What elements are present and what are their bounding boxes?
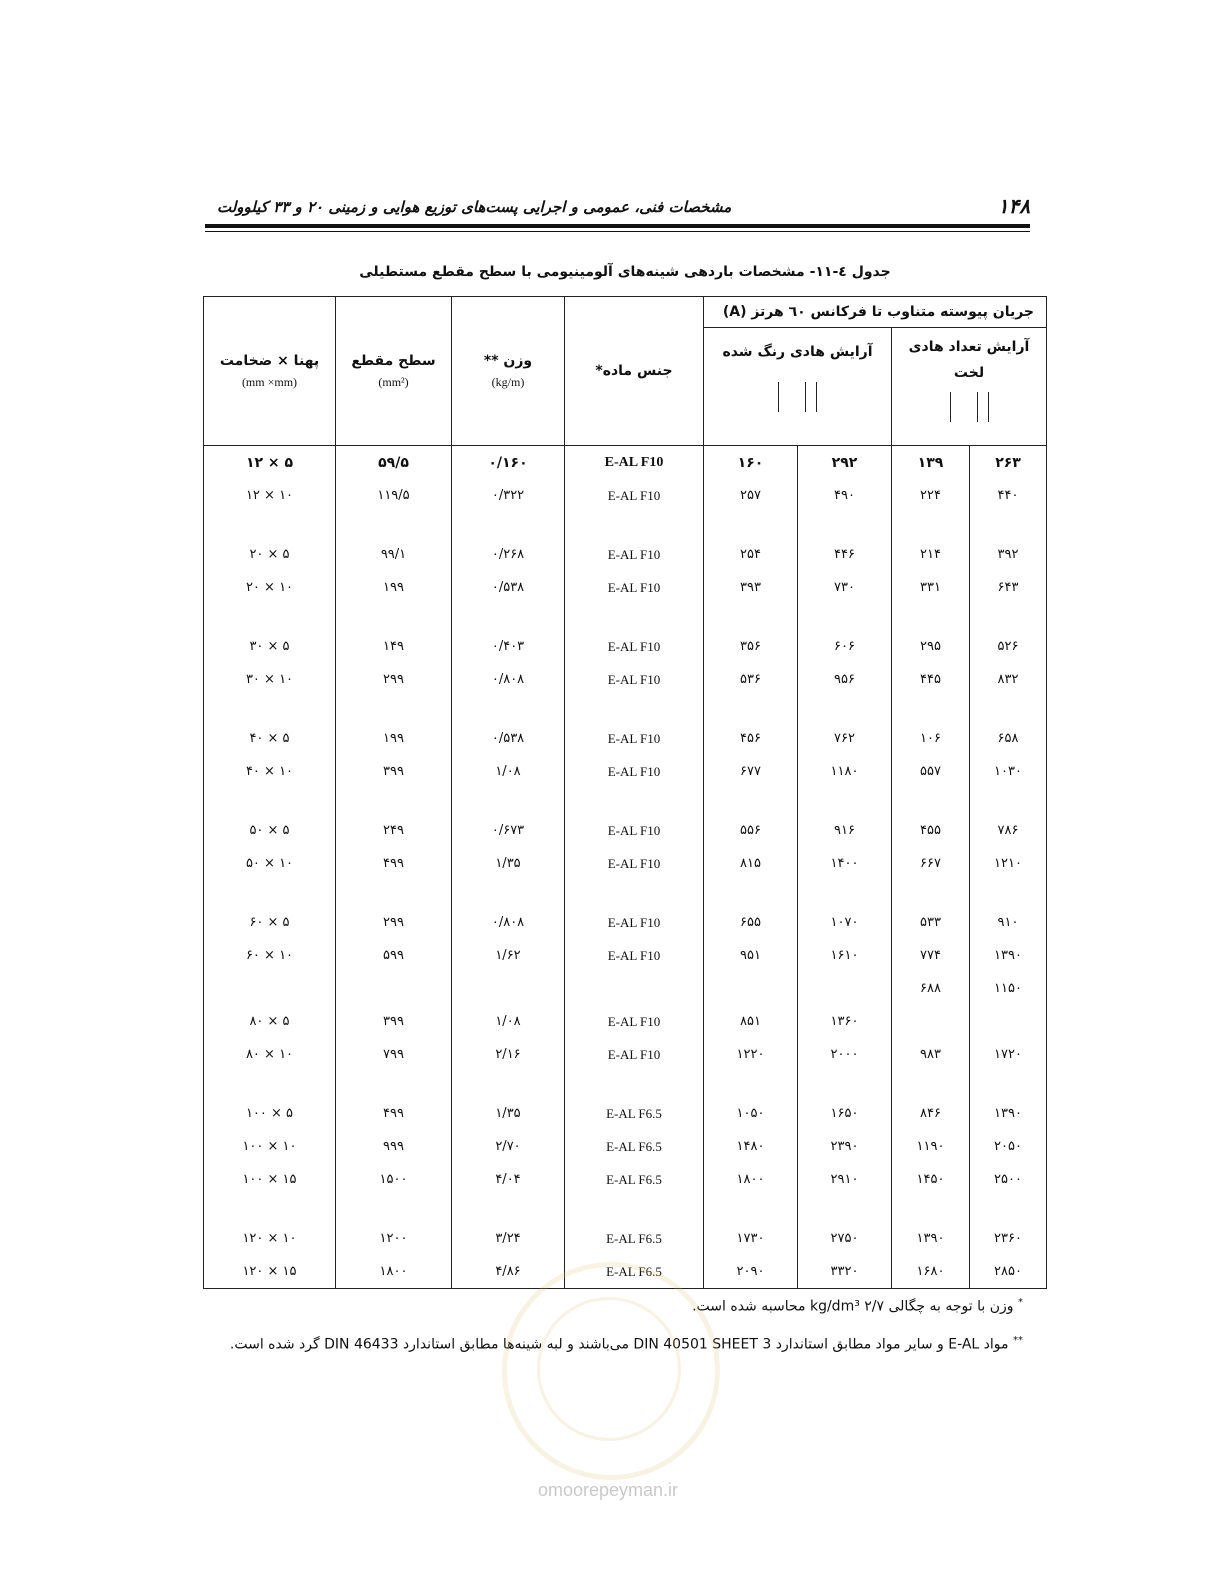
material-cell: E-AL F10	[565, 939, 704, 972]
bare-single-cell: ۷۷۴	[892, 939, 970, 972]
table-row	[204, 1005, 1047, 1038]
bare-double-cell: ۶۵۸	[970, 722, 1047, 755]
bare-double-cell: ۱۳۹۰	[970, 939, 1047, 972]
material-cell: E-AL F10	[565, 722, 704, 755]
material-cell: E-AL F6.5	[565, 1163, 704, 1196]
group-spacer	[204, 512, 1047, 538]
dims-cell: ۸۰ × ۵	[204, 1005, 336, 1038]
painted-double-cell: ۲۹۱۰	[798, 1163, 892, 1196]
painted-double-cell: ۴۴۶	[798, 538, 892, 571]
weight-cell: ۴/۰۴	[452, 1163, 565, 1196]
bare-double-cell: ۷۸۶	[970, 814, 1047, 847]
painted-single-cell: ۳۹۳	[704, 571, 798, 604]
single-conductor-icon	[950, 392, 951, 422]
bare-double-cell: ۲۸۵۰	[970, 1255, 1047, 1289]
material-cell: E-AL F6.5	[565, 1255, 704, 1289]
dims-cell: ۵۰ × ۱۰	[204, 847, 336, 880]
painted-double-cell: ۹۵۶	[798, 663, 892, 696]
painted-single-cell: ۱۲۲۰	[704, 1038, 798, 1071]
area-cell: ۱۸۰۰	[336, 1255, 452, 1289]
weight-header-label: وزن **	[483, 352, 533, 369]
table-row	[204, 479, 1047, 512]
painted-double-cell: ۱۶۱۰	[798, 939, 892, 972]
bare-double-cell: ۲۵۰۰	[970, 1163, 1047, 1196]
material-cell: E-AL F10	[565, 663, 704, 696]
area-cell: ۷۹۹	[336, 1038, 452, 1071]
area-cell: ۴۹۹	[336, 1097, 452, 1130]
painted-single-cell: ۲۵۴	[704, 538, 798, 571]
group-spacer	[204, 1071, 1047, 1097]
group-spacer	[204, 880, 1047, 906]
dims-cell: ۱۲۰ × ۱۵	[204, 1255, 336, 1289]
footnote-1: * وزن با توجه به چگالی ۲/۷ kg/dm³ محاسبه شده است.	[692, 1297, 1023, 1315]
area-cell: ۱۹۹	[336, 722, 452, 755]
watermark-url: omoorepeyman.ir	[537, 1480, 679, 1500]
table-row	[204, 1222, 1047, 1255]
table-row	[204, 1038, 1047, 1071]
bare-single-cell: ۲۹۵	[892, 630, 970, 663]
table-row	[204, 538, 1047, 571]
area-cell: ۱۵۰۰	[336, 1163, 452, 1196]
area-cell: ۲۴۹	[336, 814, 452, 847]
weight-cell: ۰/۴۰۳	[452, 630, 565, 663]
table-row	[204, 755, 1047, 788]
painted-single-cell: ۳۵۶	[704, 630, 798, 663]
weight-cell: ۲/۷۰	[452, 1130, 565, 1163]
weight-cell: ۱/۳۵	[452, 847, 565, 880]
header-rule-thin	[205, 231, 1030, 232]
dims-header	[204, 297, 336, 446]
painted-double-cell: ۲۷۵۰	[798, 1222, 892, 1255]
bare-double-cell: ۸۳۲	[970, 663, 1047, 696]
material-cell: E-AL F10	[565, 1005, 704, 1038]
painted-double-cell: ۱۳۶۰	[798, 1005, 892, 1038]
dims-cell: ۱۲ × ۱۰	[204, 479, 336, 512]
painted-double-cell: ۳۳۲۰	[798, 1255, 892, 1289]
area-cell: ۹۹۹	[336, 1130, 452, 1163]
table-row	[204, 847, 1047, 880]
painted-single-cell	[704, 972, 798, 1005]
painted-single-cell: ۲۰۹۰	[704, 1255, 798, 1289]
weight-cell	[452, 972, 565, 1005]
weight-cell: ۱/۶۲	[452, 939, 565, 972]
bare-single-cell: ۵۵۷	[892, 755, 970, 788]
bare-single-cell	[892, 1005, 970, 1038]
table-row	[204, 663, 1047, 696]
dims-cell: ۲۰ × ۱۰	[204, 571, 336, 604]
bare-double-cell: ۱۳۹۰	[970, 1097, 1047, 1130]
area-cell: ۵۹۹	[336, 939, 452, 972]
material-header-label: جنس ماده*	[595, 363, 673, 379]
material-cell: E-AL F6.5	[565, 1130, 704, 1163]
dims-cell: ۱۰۰ × ۱۰	[204, 1130, 336, 1163]
area-cell: ۹۹/۱	[336, 538, 452, 571]
painted-double-cell: ۲۹۲	[798, 446, 892, 480]
footnote-1-text: وزن با توجه به چگالی ۲/۷ kg/dm³ محاسبه شده است.	[692, 1298, 1014, 1315]
double-conductor-icon	[805, 382, 817, 412]
painted-single-cell: ۹۵۱	[704, 939, 798, 972]
bare-single-cell: ۵۳۳	[892, 906, 970, 939]
area-header-unit: (mm²)	[378, 374, 409, 389]
bare-double-cell: ۱۲۱۰	[970, 847, 1047, 880]
group-spacer	[204, 604, 1047, 630]
bare-double-cell: ۲۰۵۰	[970, 1130, 1047, 1163]
bare-single-cell: ۱۱۹۰	[892, 1130, 970, 1163]
weight-cell: ۰/۱۶۰	[452, 446, 565, 480]
bare-single-cell: ۲۱۴	[892, 538, 970, 571]
material-cell: E-AL F10	[565, 538, 704, 571]
table-body	[204, 446, 1047, 1289]
bare-double-cell: ۱۷۲۰	[970, 1038, 1047, 1071]
page-header	[205, 192, 1030, 222]
double-conductor-icon	[977, 392, 989, 422]
dims-cell: ۳۰ × ۵	[204, 630, 336, 663]
area-cell: ۲۹۹	[336, 906, 452, 939]
bare-double-cell: ۳۹۲	[970, 538, 1047, 571]
material-cell: E-AL F10	[565, 479, 704, 512]
page-number: ۱۴۸	[997, 194, 1030, 218]
painted-single-cell: ۱۴۸۰	[704, 1130, 798, 1163]
painted-single-cell: ۴۵۶	[704, 722, 798, 755]
bare-double-cell: ۴۴۰	[970, 479, 1047, 512]
weight-cell: ۱/۰۸	[452, 1005, 565, 1038]
bare-single-cell: ۸۴۶	[892, 1097, 970, 1130]
running-title: مشخصات فنی، عمومی و اجرایی پست‌های توزیع هوایی و زمینی ۲۰ و ۳۳ کیلوولت	[217, 198, 732, 216]
dims-cell: ۱۲۰ × ۱۰	[204, 1222, 336, 1255]
weight-cell: ۰/۳۲۲	[452, 479, 565, 512]
area-cell: ۱۹۹	[336, 571, 452, 604]
weight-cell: ۲/۱۶	[452, 1038, 565, 1071]
painted-double-cell: ۷۳۰	[798, 571, 892, 604]
bare-single-cell: ۱۳۹۰	[892, 1222, 970, 1255]
bare-header-label: آرایش تعداد هادی لخت	[908, 339, 1030, 382]
material-cell: E-AL F10	[565, 755, 704, 788]
weight-cell: ۱/۳۵	[452, 1097, 565, 1130]
painted-single-cell: ۱۸۰۰	[704, 1163, 798, 1196]
bare-header	[892, 328, 1047, 446]
dims-cell	[204, 972, 336, 1005]
material-cell	[565, 972, 704, 1005]
material-cell: E-AL F10	[565, 630, 704, 663]
group-spacer	[204, 696, 1047, 722]
painted-double-cell: ۱۰۷۰	[798, 906, 892, 939]
painted-double-cell: ۴۹۰	[798, 479, 892, 512]
painted-double-cell: ۶۰۶	[798, 630, 892, 663]
painted-single-cell: ۱۷۳۰	[704, 1222, 798, 1255]
painted-single-cell: ۶۵۵	[704, 906, 798, 939]
bare-single-cell: ۶۸۸	[892, 972, 970, 1005]
area-cell: ۴۹۹	[336, 847, 452, 880]
painted-single-cell: ۵۵۶	[704, 814, 798, 847]
dims-cell: ۱۰۰ × ۵	[204, 1097, 336, 1130]
dims-cell: ۳۰ × ۱۰	[204, 663, 336, 696]
area-cell: ۳۹۹	[336, 1005, 452, 1038]
bare-single-cell: ۳۳۱	[892, 571, 970, 604]
bare-double-cell: ۱۱۵۰	[970, 972, 1047, 1005]
bare-conductor-symbols	[892, 392, 1046, 422]
area-cell: ۲۹۹	[336, 663, 452, 696]
weight-header	[452, 297, 565, 446]
weight-cell: ۰/۲۶۸	[452, 538, 565, 571]
painted-double-cell: ۱۴۰۰	[798, 847, 892, 880]
dims-cell: ۲۰ × ۵	[204, 538, 336, 571]
material-cell: E-AL F10	[565, 906, 704, 939]
painted-double-cell: ۲۰۰۰	[798, 1038, 892, 1071]
group-spacer	[204, 1196, 1047, 1222]
area-cell: ۱۲۰۰	[336, 1222, 452, 1255]
current-group-label: جریان پیوسته متناوب تا فرکانس ٦٠ هرتز (A)	[722, 304, 1035, 321]
painted-double-cell: ۷۶۲	[798, 722, 892, 755]
area-header-label: سطح مقطع	[351, 352, 436, 369]
dims-cell: ۱۲ × ۵	[204, 446, 336, 480]
painted-single-cell: ۱۰۵۰	[704, 1097, 798, 1130]
table-row	[204, 1130, 1047, 1163]
watermark-seal-logo	[502, 1262, 720, 1480]
dims-cell: ۶۰ × ۱۰	[204, 939, 336, 972]
dims-cell: ۸۰ × ۱۰	[204, 1038, 336, 1071]
painted-double-cell: ۹۱۶	[798, 814, 892, 847]
weight-cell: ۰/۸۰۸	[452, 906, 565, 939]
table-row	[204, 446, 1047, 480]
dims-cell: ۵۰ × ۵	[204, 814, 336, 847]
painted-double-cell: ۱۱۸۰	[798, 755, 892, 788]
table-row	[204, 1097, 1047, 1130]
bare-single-cell: ۴۵۵	[892, 814, 970, 847]
painted-single-cell: ۲۵۷	[704, 479, 798, 512]
painted-conductor-symbols	[704, 382, 891, 412]
bare-single-cell: ۱۶۸۰	[892, 1255, 970, 1289]
painted-header-label: آرایش هادی رنگ شده	[722, 344, 873, 361]
table-row	[204, 939, 1047, 972]
bare-single-cell: ۱۰۶	[892, 722, 970, 755]
weight-header-unit: (kg/m)	[491, 374, 525, 389]
weight-cell: ۱/۰۸	[452, 755, 565, 788]
bare-double-cell: ۹۱۰	[970, 906, 1047, 939]
material-cell: E-AL F10	[565, 814, 704, 847]
table-row	[204, 630, 1047, 663]
area-cell: ۳۹۹	[336, 755, 452, 788]
weight-cell: ۳/۲۴	[452, 1222, 565, 1255]
table-row	[204, 972, 1047, 1005]
bare-single-cell: ۶۶۷	[892, 847, 970, 880]
painted-double-cell: ۲۳۹۰	[798, 1130, 892, 1163]
material-cell: E-AL F6.5	[565, 1097, 704, 1130]
group-spacer	[204, 788, 1047, 814]
painted-single-cell: ۸۱۵	[704, 847, 798, 880]
bare-single-cell: ۱۴۵۰	[892, 1163, 970, 1196]
dims-cell: ۱۰۰ × ۱۵	[204, 1163, 336, 1196]
table-row	[204, 814, 1047, 847]
table-caption: جدول ٤-١١- مشخصات باردهی شینه‌های آلومینیومی با سطح مقطع مستطیلی	[359, 264, 891, 280]
area-cell	[336, 972, 452, 1005]
material-cell: E-AL F10	[565, 446, 704, 480]
material-cell: E-AL F6.5	[565, 1222, 704, 1255]
single-conductor-icon	[778, 382, 779, 412]
painted-single-cell: ۸۵۱	[704, 1005, 798, 1038]
painted-header	[704, 328, 892, 446]
painted-double-cell: ۱۶۵۰	[798, 1097, 892, 1130]
dims-header-label: پهنا × ضخامت	[219, 352, 320, 369]
current-group-header	[704, 297, 1047, 328]
footnote-2: ** مواد E-AL و سایر مواد مطابق استاندارد DIN 40501 SHEET 3 می‌باشند و لبه شینه‌ها مطابق استاندارد DIN 46433 گرد شده است.	[229, 1335, 1023, 1353]
bare-single-cell: ۴۴۵	[892, 663, 970, 696]
table-row	[204, 1163, 1047, 1196]
bare-double-cell: ۶۴۳	[970, 571, 1047, 604]
material-cell: E-AL F10	[565, 847, 704, 880]
weight-cell: ۰/۶۷۳	[452, 814, 565, 847]
weight-cell: ۰/۵۳۸	[452, 571, 565, 604]
weight-cell: ۰/۸۰۸	[452, 663, 565, 696]
bare-double-cell: ۱۰۳۰	[970, 755, 1047, 788]
painted-single-cell: ۵۳۶	[704, 663, 798, 696]
table-row	[204, 906, 1047, 939]
dims-cell: ۴۰ × ۵	[204, 722, 336, 755]
footnote-2-text: مواد E-AL و سایر مواد مطابق استاندارد DIN 40501 SHEET 3 می‌باشند و لبه شینه‌ها مطابق استاندارد DIN 46433 گرد شده است.	[229, 1336, 1009, 1353]
area-cell: ۵۹/۵	[336, 446, 452, 480]
bare-single-cell: ۹۸۳	[892, 1038, 970, 1071]
material-cell: E-AL F10	[565, 571, 704, 604]
dims-header-unit: (mm ×mm)	[241, 374, 298, 389]
painted-single-cell: ۶۷۷	[704, 755, 798, 788]
area-header	[336, 297, 452, 446]
material-cell: E-AL F10	[565, 1038, 704, 1071]
material-header	[565, 297, 704, 446]
bare-double-cell	[970, 1005, 1047, 1038]
table-row	[204, 571, 1047, 604]
area-cell: ۱۴۹	[336, 630, 452, 663]
busbar-table	[203, 296, 1047, 1289]
dims-cell: ۴۰ × ۱۰	[204, 755, 336, 788]
weight-cell: ۰/۵۳۸	[452, 722, 565, 755]
area-cell: ۱۱۹/۵	[336, 479, 452, 512]
painted-single-cell: ۱۶۰	[704, 446, 798, 480]
weight-cell: ۴/۸۶	[452, 1255, 565, 1289]
header-rule-thick	[205, 224, 1030, 228]
bare-double-cell: ۲۳۶۰	[970, 1222, 1047, 1255]
bare-double-cell: ۵۲۶	[970, 630, 1047, 663]
dims-cell: ۶۰ × ۵	[204, 906, 336, 939]
table-row	[204, 722, 1047, 755]
bare-single-cell: ۲۲۴	[892, 479, 970, 512]
painted-double-cell	[798, 972, 892, 1005]
bare-double-cell: ۲۶۳	[970, 446, 1047, 480]
bare-single-cell: ۱۳۹	[892, 446, 970, 480]
